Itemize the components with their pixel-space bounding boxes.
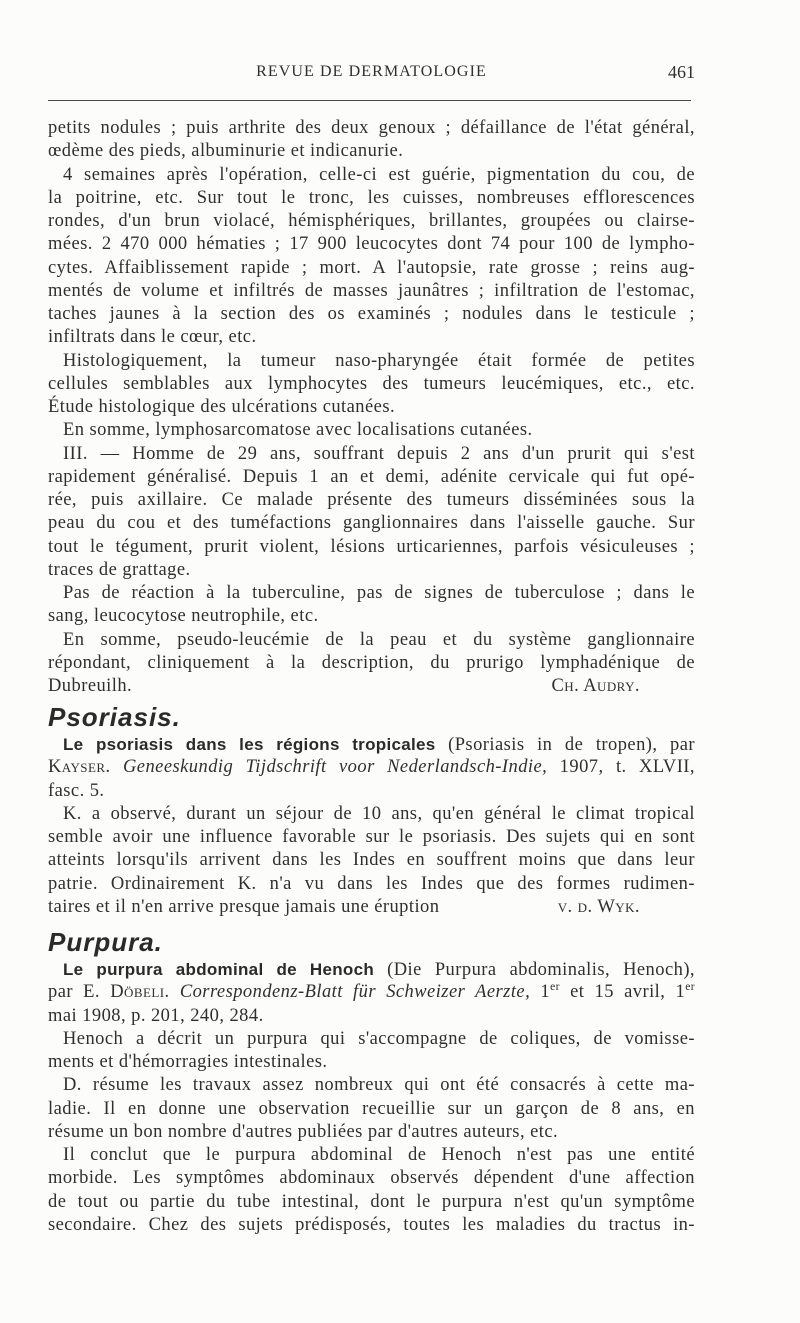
text-line: résume un bon nombre d'autres publiées par d'autres auteurs, etc. [48,1121,559,1142]
text-line: rapidement généralisé. Depuis 1 an et demi, adénite cervicale qui fut opé- [48,466,695,487]
text-line: la poitrine, etc. Sur tout le tronc, les cuisses, nombreuses efflorescences [48,187,695,208]
citation-pages: mai 1908, p. 201, 240, 284. [48,1005,264,1026]
text-line: cytes. Affaiblissement rapide ; mort. A l'autopsie, rate grosse ; reins aug- [48,257,695,278]
article-title-note: (Psoriasis in de tropen), par [448,735,696,755]
text-line: œdème des pieds, albuminurie et indicanurie. [48,141,404,162]
text-line: peau du cou et des tuméfactions ganglionnaires dans l'aisselle gauche. Sur [48,513,695,534]
citation-fascicle: fasc. 5. [48,780,105,801]
text-line-with-signature [48,896,695,919]
text-line-end: taires et il n'en arrive presque jamais une éruption [48,896,440,917]
text-line: traces de grattage. [48,559,191,580]
text-line: répondant, cliniquement à la description, du prurigo lymphadénique de [48,652,695,673]
text-line: Henoch a décrit un purpura qui s'accompagne de coliques, de vomisse- [63,1028,695,1049]
text-line: sang, leucocytose neutrophile, etc. [48,606,319,627]
citation-day: 1 [540,982,551,1003]
text-line: En somme, lymphosarcomatose avec localisations cutanées. [63,420,533,441]
page-number: 461 [668,62,695,82]
text-line: rée, puis axillaire. Ce malade présente des tumeurs disséminées sous la [48,490,695,510]
text-line: infiltrats dans le cœur, etc. [48,327,257,348]
text-line: Il conclut que le purpura abdominal de Henoch n'est pas une entité [63,1145,695,1165]
author-name: Kayser. [48,757,111,778]
purpura-review-body [48,958,695,1237]
text-line-with-signature [48,675,695,698]
text-line: secondaire. Chez des sujets prédisposés, toutes les maladies du tractus in- [48,1214,695,1235]
citation-line [48,981,695,1004]
journal-title: Geneeskundig Tijdschrift voor Nederlandsch-Indie, [122,757,548,778]
text-line: ments et d'hémorragies intestinales. [48,1052,328,1072]
author-name: Döbeli. [110,982,170,1003]
article-title-line [48,958,695,981]
continued-review-body [48,117,695,698]
text-line: En somme, pseudo-leucémie de la peau et du système ganglionnaire [63,629,695,650]
text-line-end: Dubreuilh. [48,676,133,696]
text-line: de tout ou partie du tube intestinal, dont le purpura n'est qu'un symptôme [48,1191,695,1212]
section-heading-psoriasis: Psoriasis. [48,702,181,732]
citation-date-range: et 15 avril, 1 [570,982,686,1003]
section-heading-purpura: Purpura. [48,927,163,957]
text-line: 4 semaines après l'opération, celle-ci est guérie, pigmentation du cou, de [63,164,695,185]
text-line: rondes, d'un brun violacé, hémisphériques, brillantes, groupées ou clairse- [48,211,695,231]
text-line: tout le tégument, prurit violent, lésions urticariennes, parfois vésiculeuses ; [48,536,695,557]
reviewer-signature: v. d. Wyk. [557,896,640,917]
article-title: Le purpura abdominal de Henoch [63,960,375,979]
text-line: ladie. Il en donne une observation recueillie sur un garçon de 8 ans, en [48,1098,695,1119]
text-line: semble avoir une influence favorable sur le psoriasis. Des sujets qui en sont [48,827,695,847]
running-head [48,60,695,84]
reviewer-signature: Ch. Audry. [551,676,640,696]
text-line: patrie. Ordinairement K. n'a vu dans les Indes que des formes rudimen- [48,873,695,894]
text-line: K. a observé, durant un séjour de 10 ans, qu'en général le climat tropical [63,803,695,824]
psoriasis-review-body [48,733,695,919]
text-line: taches jaunes à la section des os examinés ; nodules dans le testicule ; [48,304,695,324]
text-line: atteints lorsqu'ils arrivent dans les Indes en souffrent moins que dans leur [48,850,695,871]
ordinal-suffix: er [550,981,560,994]
text-line: mées. 2 470 000 hématies ; 17 900 leucocytes dont 74 pour 100 de lympho- [48,234,695,255]
text-line: petits nodules ; puis arthrite des deux genoux ; défaillance de l'état général, [48,118,695,138]
header-rule [48,100,691,101]
article-title-note: (Die Purpura abdominalis, Henoch), [387,960,696,980]
text-line: morbide. Les symptômes abdominaux observés dépendent d'une affection [48,1168,695,1189]
text-line: III. — Homme de 29 ans, souffrant depuis 2 ans d'un prurit qui s'est [63,443,695,464]
author-prefix: par E. [48,982,100,1003]
citation-volume: 1907, t. XLVII, [559,757,695,778]
text-line: Pas de réaction à la tuberculine, pas de signes de tuberculose ; dans le [63,583,695,603]
ordinal-suffix: er [685,981,696,994]
journal-title: Correspondenz-Blatt für Schweizer Aerzte, [179,982,531,1003]
journal-running-title: REVUE DE DERMATOLOGIE [256,63,487,80]
article-title: Le psoriasis dans les régions tropicales [63,735,436,754]
text-line: D. résume les travaux assez nombreux qui ont été consacrés à cette ma- [63,1075,695,1096]
citation-line [48,756,695,779]
text-line: mentés de volume et infiltrés de masses jaunâtres ; infiltration de l'estomac, [48,280,695,301]
text-line: Histologiquement, la tumeur naso-pharyngée était formée de petites [63,350,695,371]
article-title-line [48,733,695,756]
text-line: Étude histologique des ulcérations cutanées. [48,397,396,417]
text-line: cellules semblables aux lymphocytes des tumeurs leucémiques, etc., etc. [48,373,695,394]
